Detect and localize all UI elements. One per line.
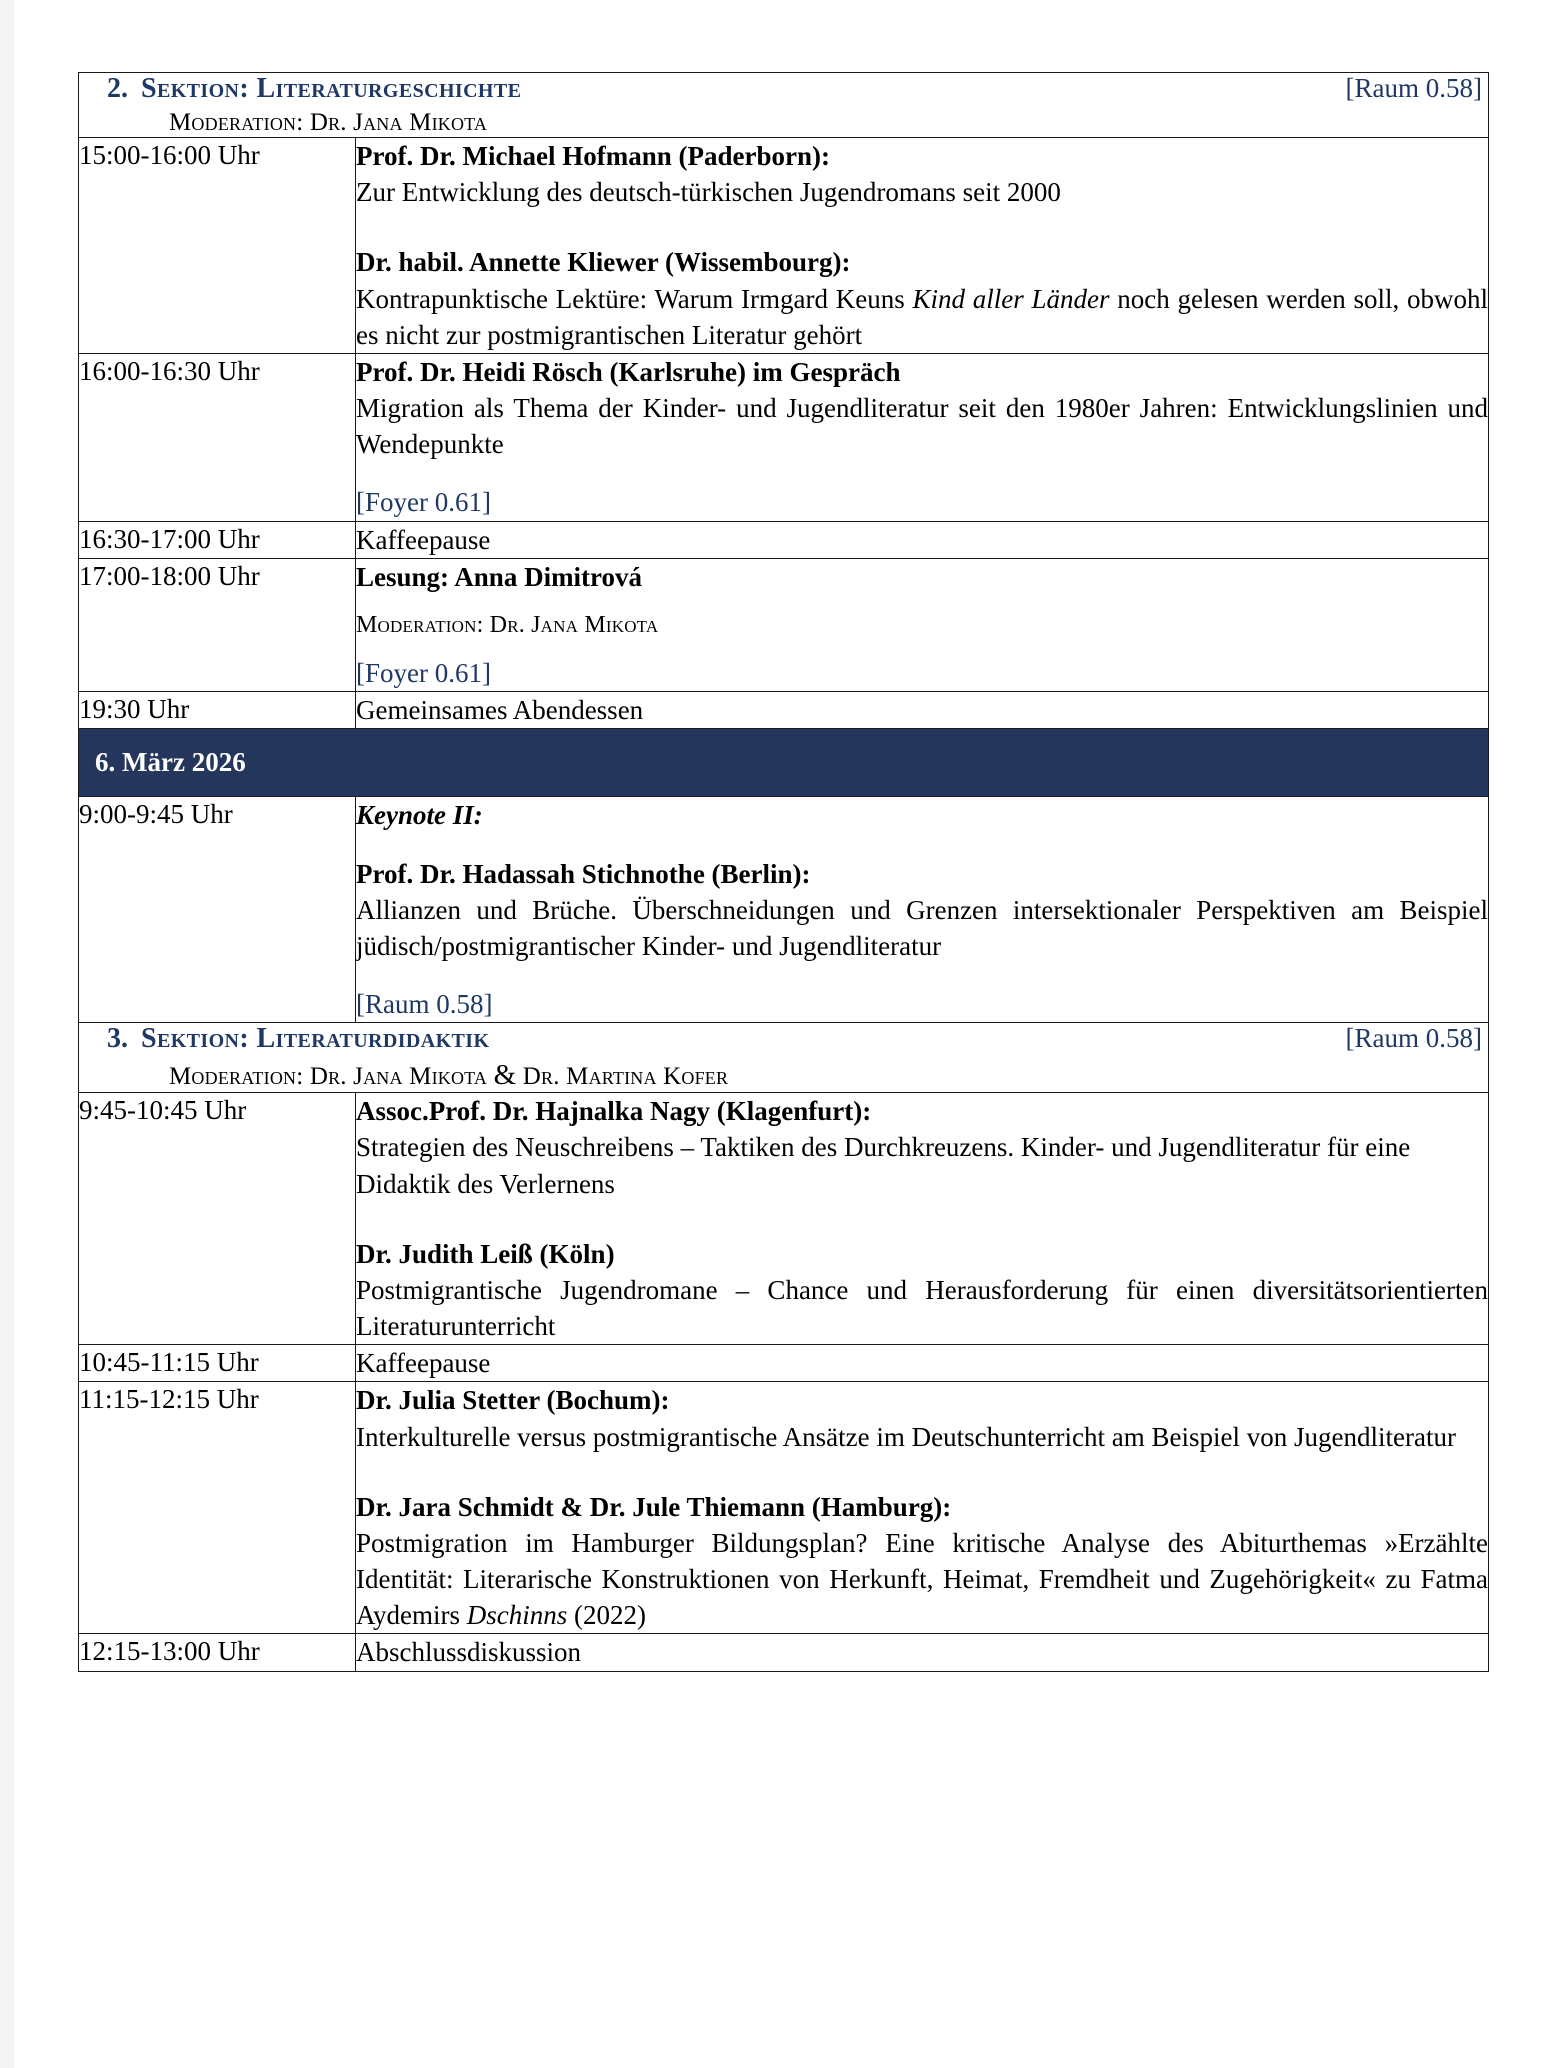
table-row (79, 797, 1489, 1023)
date-banner-cell (79, 729, 1489, 797)
section-number: 3. (107, 1023, 128, 1055)
spacer (356, 462, 1488, 484)
entry-title: Gemeinsames Abendessen (356, 695, 644, 726)
table-row (79, 1634, 1489, 1671)
table-row (79, 521, 1489, 558)
table-row (79, 692, 1489, 729)
row-time: 11:15-12:15 Uhr (79, 1382, 356, 1634)
spacer (356, 834, 1488, 856)
row-body (356, 138, 1489, 354)
table-row (79, 1382, 1489, 1634)
row-time: 10:45-11:15 Uhr (79, 1345, 356, 1382)
section-title: Sektion: Literaturgeschichte (141, 73, 522, 104)
ampersand-glyph: & (493, 1059, 517, 1092)
row-body (356, 1093, 1489, 1345)
row-time: 9:00-9:45 Uhr (79, 797, 356, 1023)
entry-title: Abschlussdiskussion (356, 1637, 582, 1668)
keynote-label: Keynote II: (356, 800, 483, 831)
talk-title: Postmigrantische Jugendromane – Chance und Herausforderung für einen diversitätsorientierten Literaturunterricht (356, 1274, 1489, 1342)
speaker-name: Prof. Dr. Hadassah Stichnothe (Berlin): (356, 858, 811, 889)
table-row (79, 353, 1489, 521)
row-body (356, 797, 1489, 1023)
row-body (356, 558, 1489, 692)
spacer (356, 964, 1488, 986)
row-body (356, 692, 1489, 729)
talk-title: Zur Entwicklung des deutsch-türkischen Jugendromans seit 2000 (356, 177, 1061, 208)
speaker-name: Prof. Dr. Heidi Rösch (Karlsruhe) im Gespräch (356, 356, 901, 387)
row-body (356, 1382, 1489, 1634)
talk-title-part: Postmigration im Hamburger Bildungsplan? Eine kritische Analyse des Abiturthemas »Erzählte Identität: Literarische Konstruktionen von Herkunft, Heimat, Fremdheit und Zugehörigkeit« zu Fatma Aydemirs (356, 1527, 1489, 1631)
room-label: [Foyer 0.61] (356, 658, 491, 689)
row-moderation: Moderation: Dr. Jana Mikota (356, 611, 659, 638)
table-row (79, 1093, 1489, 1345)
speaker-name: Dr. Jara Schmidt & Dr. Jule Thiemann (Hamburg): (356, 1491, 952, 1522)
row-body (356, 353, 1489, 521)
row-time: 12:15-13:00 Uhr (79, 1634, 356, 1671)
row-time: 16:00-16:30 Uhr (79, 353, 356, 521)
room-label: [Foyer 0.61] (356, 487, 491, 518)
speaker-name: Dr. habil. Annette Kliewer (Wissembourg): (356, 247, 851, 278)
spacer (356, 1455, 1488, 1489)
section-room-label: [Raum 0.58] (1345, 73, 1483, 103)
book-title-italic: Dschinns (466, 1600, 568, 1631)
moderation-part: Moderation: Dr. Jana Mikota (169, 1063, 494, 1091)
talk-title: Interkulturelle versus postmigrantische Ansätze im Deutschunterricht am Beispiel von Jugendliteratur (356, 1421, 1456, 1452)
book-title-italic: Kind aller Länder (912, 283, 1110, 314)
speaker-name: Assoc.Prof. Dr. Hajnalka Nagy (Klagenfurt): (356, 1096, 872, 1127)
entry-title: Kaffeepause (356, 1348, 491, 1379)
section-number: 2. (107, 73, 128, 104)
entry-title: Lesung: Anna Dimitrová (356, 561, 643, 592)
spacer (356, 1202, 1488, 1236)
date-banner-label: 6. März 2026 (79, 729, 1488, 796)
section-title: Sektion: Literaturdidaktik (141, 1023, 490, 1055)
table-row (79, 138, 1489, 354)
section-moderation: Moderation: Dr. Jana Mikota (169, 109, 488, 136)
spacer (356, 595, 1488, 609)
talk-title: Migration als Thema der Kinder- und Jugendliteratur seit den 1980er Jahren: Entwicklungslinien und Wendepunkte (356, 393, 1489, 460)
section-header-cell-2 (79, 73, 1489, 138)
talk-title: Allianzen und Brüche. Überschneidungen und Grenzen intersektionaler Perspektiven am Beispiel jüdisch/postmigrantischer Kinder- und Jugendliteratur (356, 894, 1489, 961)
speaker-name: Dr. Judith Leiß (Köln) (356, 1238, 615, 1269)
row-time: 17:00-18:00 Uhr (79, 558, 356, 692)
section-header-cell-3 (79, 1023, 1489, 1093)
speaker-name: Dr. Julia Stetter (Bochum): (356, 1385, 670, 1416)
row-body (356, 1634, 1489, 1671)
date-banner-row (79, 729, 1489, 797)
section-header-row-3 (79, 1023, 1489, 1093)
row-time: 16:30-17:00 Uhr (79, 521, 356, 558)
row-body (356, 1345, 1489, 1382)
section-room-label: [Raum 0.58] (1345, 1023, 1483, 1054)
entry-title: Kaffeepause (356, 524, 491, 555)
talk-title-part: (2022) (567, 1600, 646, 1631)
page-edge-shadow (0, 0, 14, 2068)
section-header-row-2 (79, 73, 1489, 138)
row-time: 15:00-16:00 Uhr (79, 138, 356, 354)
moderation-part: Dr. Martina Kofer (516, 1063, 729, 1091)
conference-schedule-table (78, 72, 1489, 1672)
talk-title-part: noch gelesen werden soll, obwohl es nicht zur postmigrantischen Literatur gehört (356, 283, 1489, 350)
table-row (79, 1345, 1489, 1382)
spacer (356, 210, 1488, 244)
section-moderation (79, 1059, 1488, 1092)
spacer (356, 641, 1488, 655)
row-time: 9:45-10:45 Uhr (79, 1093, 356, 1345)
talk-title (356, 281, 1488, 353)
talk-title-part: Kontrapunktische Lektüre: Warum Irmgard Keuns (356, 283, 913, 314)
table-row (79, 558, 1489, 692)
talk-title: Strategien des Neuschreibens – Taktiken des Durchkreuzens. Kinder- und Jugendliteratur für eine Didaktik des Verlernens (356, 1132, 1411, 1199)
room-label: [Raum 0.58] (356, 989, 493, 1020)
talk-title (356, 1525, 1488, 1634)
row-body (356, 521, 1489, 558)
speaker-name: Prof. Dr. Michael Hofmann (Paderborn): (356, 141, 830, 171)
row-time: 19:30 Uhr (79, 692, 356, 729)
